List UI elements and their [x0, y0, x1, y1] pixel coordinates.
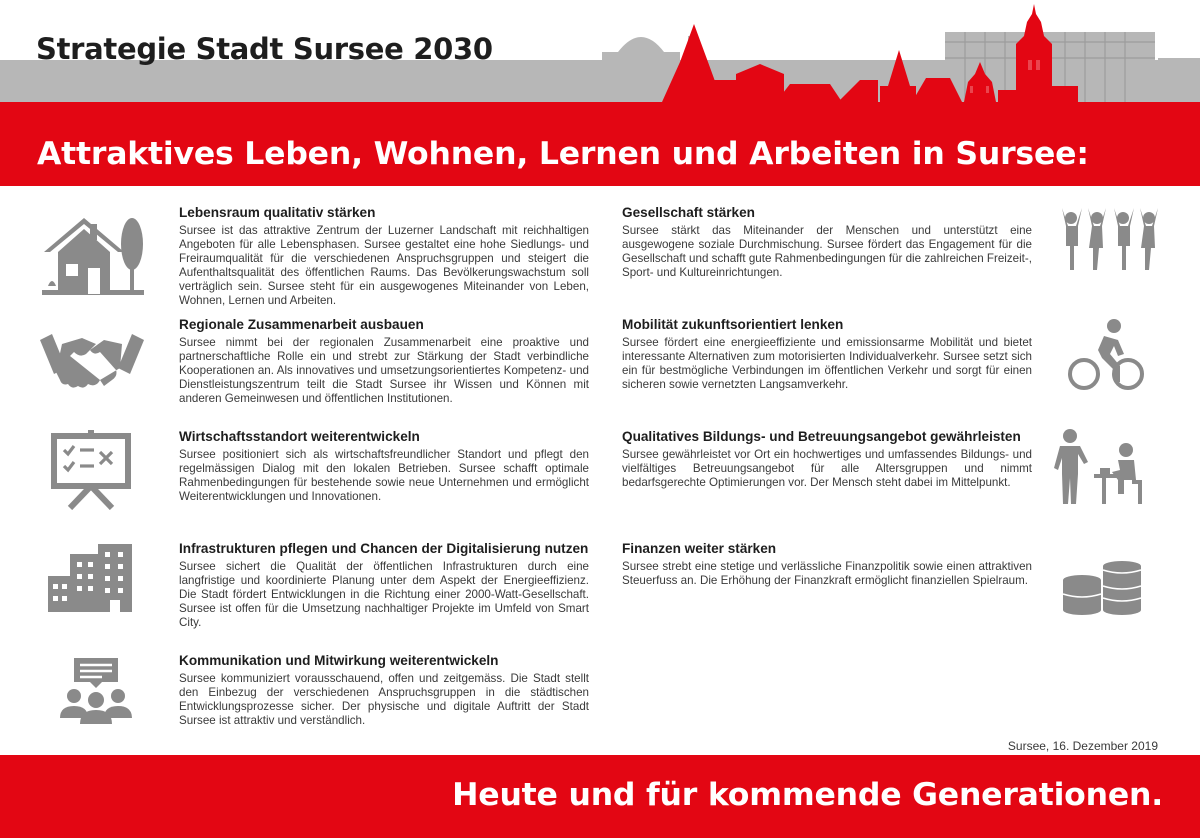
item-text: Sursee sichert die Qualität der öffentlichen Infrastrukturen durch eine langfristige und koordinierte Planung unter dem Aspekt der Energieeffizienz. Die Stadt fördert Entwicklungen in die Richtung einer 2000-Watt-Gesellschaft. Sursee ist offen für die Umsetzung nachhaltiger Projekte im Umfeld von Smart City. [179, 560, 589, 629]
item-title: Finanzen weiter stärken [622, 541, 777, 556]
item-text: Sursee gewährleistet vor Ort ein hochwertiges und umfassendes Bildungs- und vielfältiges Betreuungsangebot für alle Altersgruppen und nimmt bedarfsgerechte Optimierungen vor. Der Mensch steht dabei im Mittelpunkt. [622, 448, 1032, 489]
group-speech-icon [58, 656, 134, 724]
item-text: Sursee nimmt bei der regionalen Zusammenarbeit eine proaktive und partnerschaftliche Rolle ein und strebt zur Stärkung der Stadt verbindliche Kooperationen an. Als innovatives und umsetzungsorientiertes Kompetenz- und Dienstleistungszentrum teilt die Stadt Sursee ihr Wissen und Können mit anderen Gemeinwesen und öffentlichen Institutionen. [179, 336, 589, 405]
item-text: Sursee ist das attraktive Zentrum der Luzerner Landschaft mit reichhaltigen Angeboten für alle Lebensphasen. Sursee gestaltet eine hohe Siedlungs- und Freiraumqualität für die verschiedenen Anspruchsgruppen und steigert die Aufenthaltsqualität des öffentlichen Raums. Das Bevölkerungswachstum soll verträglich sein. Sursee steht für ein ausgewogenes Miteinander von Leben, Wohnen, Lernen und Arbeiten. [179, 224, 589, 307]
item-text: Sursee fördert eine energieeffiziente und emissionsarme Mobilität und bietet interessante Alternativen zum motorisierten Individualverkehr. Sursee setzt sich ein für bestmögliche Verbindungen im öffentlichen Verkehr und sorgt für einen sicheren sowie vernetzten Langsamverkehr. [622, 336, 1032, 391]
header [0, 0, 1200, 186]
people-cheering-icon [1056, 206, 1164, 272]
teacher-student-icon [1054, 428, 1146, 506]
item-title: Qualitatives Bildungs- und Betreuungsangebot gewährleisten [622, 429, 1021, 444]
item-text: Sursee kommuniziert vorausschauend, offen und zeitgemäss. Die Stadt stellt den Einbezug der verschiedenen Anspruchsgruppen in die städtischen Entwicklungsprozesse sicher. Der physische und digitale Auftritt der Stadt Sursee ist attraktiv und verständlich. [179, 672, 589, 727]
footer-band [0, 755, 1200, 838]
main-heading: Attraktives Leben, Wohnen, Lernen und Arbeiten in Sursee: [37, 136, 1089, 172]
item-title: Mobilität zukunftsorientiert lenken [622, 317, 844, 332]
list-item [622, 429, 1032, 490]
buildings-icon [48, 542, 134, 612]
list-item [179, 429, 589, 504]
handshake-icon [38, 330, 146, 392]
coins-icon [1062, 548, 1142, 616]
item-title: Lebensraum qualitativ stärken [179, 205, 376, 220]
item-text: Sursee positioniert sich als wirtschaftsfreundlicher Standort und pflegt den regelmässigen Dialog mit den lokalen Betrieben. Sursee schafft optimale Rahmenbedingungen für bestehende sowie neue Unternehmen und ermöglicht Weiterentwicklungen und Innovationen. [179, 448, 589, 503]
item-title: Kommunikation und Mitwirkung weiterentwickeln [179, 653, 499, 668]
house-tree-icon [38, 212, 146, 298]
list-item [622, 541, 1032, 588]
list-item [179, 205, 589, 308]
list-item [622, 205, 1032, 280]
item-title: Wirtschaftsstandort weiterentwickeln [179, 429, 420, 444]
document-title: Strategie Stadt Sursee 2030 [36, 32, 493, 66]
presentation-board-icon [50, 428, 132, 510]
list-item [179, 541, 589, 630]
cyclist-icon [1068, 316, 1144, 392]
list-item [622, 317, 1032, 392]
item-text: Sursee strebt eine stetige und verlässliche Finanzpolitik sowie einen attraktiven Steuerfuss an. Die Erhöhung der Finanzkraft ermöglicht finanziellen Spielraum. [622, 560, 1032, 587]
list-item [179, 653, 589, 728]
footer-slogan: Heute und für kommende Generationen. [452, 777, 1163, 813]
list-item [179, 317, 589, 406]
date-line: Sursee, 16. Dezember 2019 [1007, 739, 1158, 753]
item-title: Infrastrukturen pflegen und Chancen der Digitalisierung nutzen [179, 541, 589, 556]
item-title: Regionale Zusammenarbeit ausbauen [179, 317, 424, 332]
item-title: Gesellschaft stärken [622, 205, 755, 220]
item-text: Sursee stärkt das Miteinander der Menschen und unterstützt eine ausgewogene soziale Durchmischung. Sursee fördert das Engagement für die Gesellschaft und schafft gute Rahmenbedingungen für die zahlreichen Freizeit-, Sport- und Kultureinrichtungen. [622, 224, 1032, 279]
